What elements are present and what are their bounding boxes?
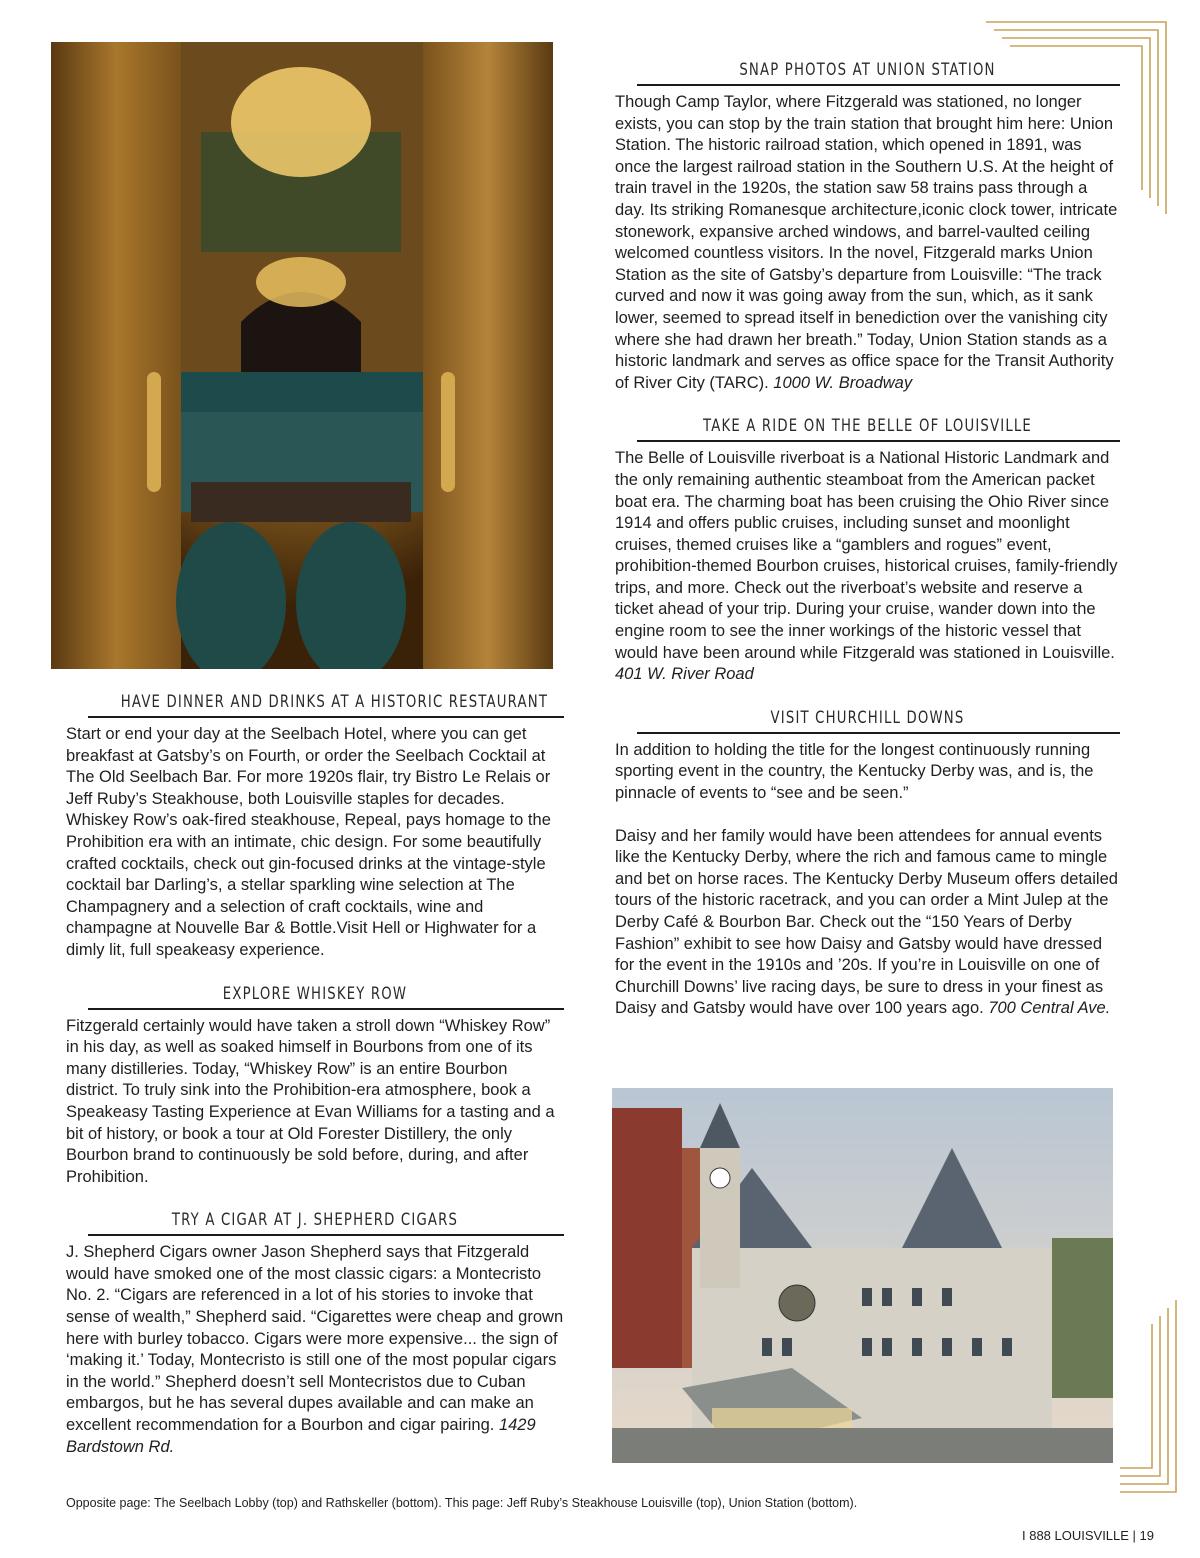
heading-rule: [637, 84, 1120, 86]
heading-rule: [637, 732, 1120, 734]
left-column: [66, 692, 564, 1480]
section-body: Fitzgerald certainly would have taken a stroll down “Whiskey Row” in his day, as well as soaked himself in Bourbons from one of its many distilleries. Today, “Whiskey Row” is an entire Bourbon district. To truly sink into the Prohibition-era atmosphere, book a Speakeasy Tasting Experience at Evan Williams for a tasting and a bit of history, or book a tour at Old Forester Distillery, the only Bourbon brand to continuously be sold before, during, and after Prohibition.: [66, 1016, 555, 1186]
right-column: [615, 60, 1120, 1042]
body-text: Daisy and her family would have been attendees for annual events like the Kentucky Derby, where the rich and famous came to mingle and bet on horse races. The Kentucky Derby Museum offers detailed tours of the historic racetrack, and you can order a Mint Julep at the Derby Café & Bourbon Bar. Check out the “150 Years of Derby Fashion” exhibit to see how Daisy and Gatsby would have dressed for the event in the 1910s and ’20s. If you’re in Louisville on one of Churchill Downs’ live racing days, be sure to dress in your finest as Daisy and Gatsby would have over 100 years ago.: [615, 826, 1118, 1018]
section-churchill-downs: [615, 708, 1120, 1020]
section-body: [615, 826, 1120, 1020]
section-body: [615, 92, 1120, 394]
section-body: Start or end your day at the Seelbach Hotel, where you can get breakfast at Gatsby’s on Fourth, or order the Seelbach Cocktail at The Old Seelbach Bar. For more 1920s flair, try Bistro Le Relais or Jeff Ruby’s Steakhouse, both Louisville staples for decades. Whiskey Row’s oak-fired steakhouse, Repeal, pays homage to the Prohibition era with an intimate, chic design. For some beautifully crafted cocktails, check out gin-focused drinks at the vintage-style cocktail bar Darling’s, a stellar sparkling wine selection at The Champagnery and a selection of craft cocktails, wine and champagne at Nouvelle Bar & Bottle.Visit Hell or Highwater for a dimly lit, full speakeasy experience.: [66, 725, 551, 959]
section-heading: SNAP PHOTOS AT UNION STATION: [739, 60, 996, 80]
section-body: [615, 448, 1120, 686]
address: 1429 Bardstown Rd.: [66, 1416, 536, 1456]
restaurant-photo: [51, 42, 553, 669]
section-heading: TRY A CIGAR AT J. SHEPHERD CIGARS: [171, 1210, 459, 1231]
heading-rule: [637, 440, 1120, 442]
photo-caption: Opposite page: The Seelbach Lobby (top) and Rathskeller (bottom). This page: Jeff Ruby’s Steakhouse Louisville (top), Union Station (bottom).: [66, 1496, 858, 1510]
body-text: Though Camp Taylor, where Fitzgerald was stationed, no longer exists, you can stop by the train station that brought him here: Union Station. The historic railroad station, which opened in 1891, was once the largest railroad station in the Southern U.S. At the height of train travel in the 1920s, the station saw 58 trains pass through a day. Its striking Romanesque architecture,iconic clock tower, intricate stonework, expansive arched windows, and barrel-vaulted ceiling welcomed countless visitors. In the novel, Fitzgerald marks Union Station as the site of Gatsby’s departure from Louisville: “The track curved and now it was going away from the sun, which, as it sank lower, seemed to spread itself in benediction over the vanishing city where she had drawn her breath.” Today, Union Station stands as a historic landmark and serves as office space for the Transit Authority of River City (TARC).: [615, 93, 1118, 392]
section-belle-of-louisville: [615, 416, 1120, 686]
address: 1000 W. Broadway: [773, 373, 913, 392]
body-text: The Belle of Louisville riverboat is a National Historic Landmark and the only remaining authentic steamboat from the American packet boat era. The charming boat has been cruising the Ohio River since 1914 and offers public cruises, including sunset and moonlight cruises, themed cruises like a “gamblers and rogues” event, prohibition-themed Bourbon cruises, historical cruises, family-friendly trips, and more. Check out the riverboat’s website and reserve a ticket ahead of your trip. During your cruise, wander down into the engine room to see the inner workings of the historic vessel that would have been around while Fitzgerald was stationed in Louisville.: [615, 449, 1118, 662]
heading-rule: [88, 1008, 564, 1010]
heading-rule: [88, 716, 564, 718]
page-folio: I 888 LOUISVILLE | 19: [1021, 1528, 1154, 1543]
corner-ornament-bottom-right: [1120, 1296, 1180, 1496]
section-heading: VISIT CHURCHILL DOWNS: [770, 707, 965, 728]
section-union-station: [615, 60, 1120, 394]
section-body: In addition to holding the title for the longest continuously running sporting event in the country, the Kentucky Derby was, and is, the pinnacle of events to “see and be seen.”: [615, 740, 1094, 803]
section-whiskey-row: [66, 984, 564, 1189]
section-body: [66, 1242, 564, 1458]
body-text: J. Shepherd Cigars owner Jason Shepherd says that Fitzgerald would have smoked one of the most classic cigars: a Montecristo No. 2. “Cigars are referenced in a lot of his stories to invoke that sense of wealth,” Shepherd said. “Cigarettes were cheap and grown here with burley tobacco. Cigars were more expensive... the sign of ‘making it.’ Today, Montecristo is still one of the most popular cigars in the world.” Shepherd doesn’t sell Montecristos due to Cuban embargos, but he has several dupes available and can make an excellent recommendation for a Bourbon and cigar pairing.: [66, 1243, 564, 1435]
heading-rule: [88, 1234, 564, 1236]
section-heading: TAKE A RIDE ON THE BELLE OF LOUISVILLE: [703, 416, 1032, 437]
section-heading: EXPLORE WHISKEY ROW: [222, 983, 408, 1004]
section-dinner-and-drinks: [66, 692, 564, 962]
address: 401 W. River Road: [615, 665, 754, 684]
section-heading: HAVE DINNER AND DRINKS AT A HISTORIC RESTAURANT: [120, 692, 549, 712]
address: 700 Central Ave.: [988, 999, 1111, 1018]
union-station-photo: [612, 1088, 1113, 1463]
section-cigar: [66, 1210, 564, 1458]
